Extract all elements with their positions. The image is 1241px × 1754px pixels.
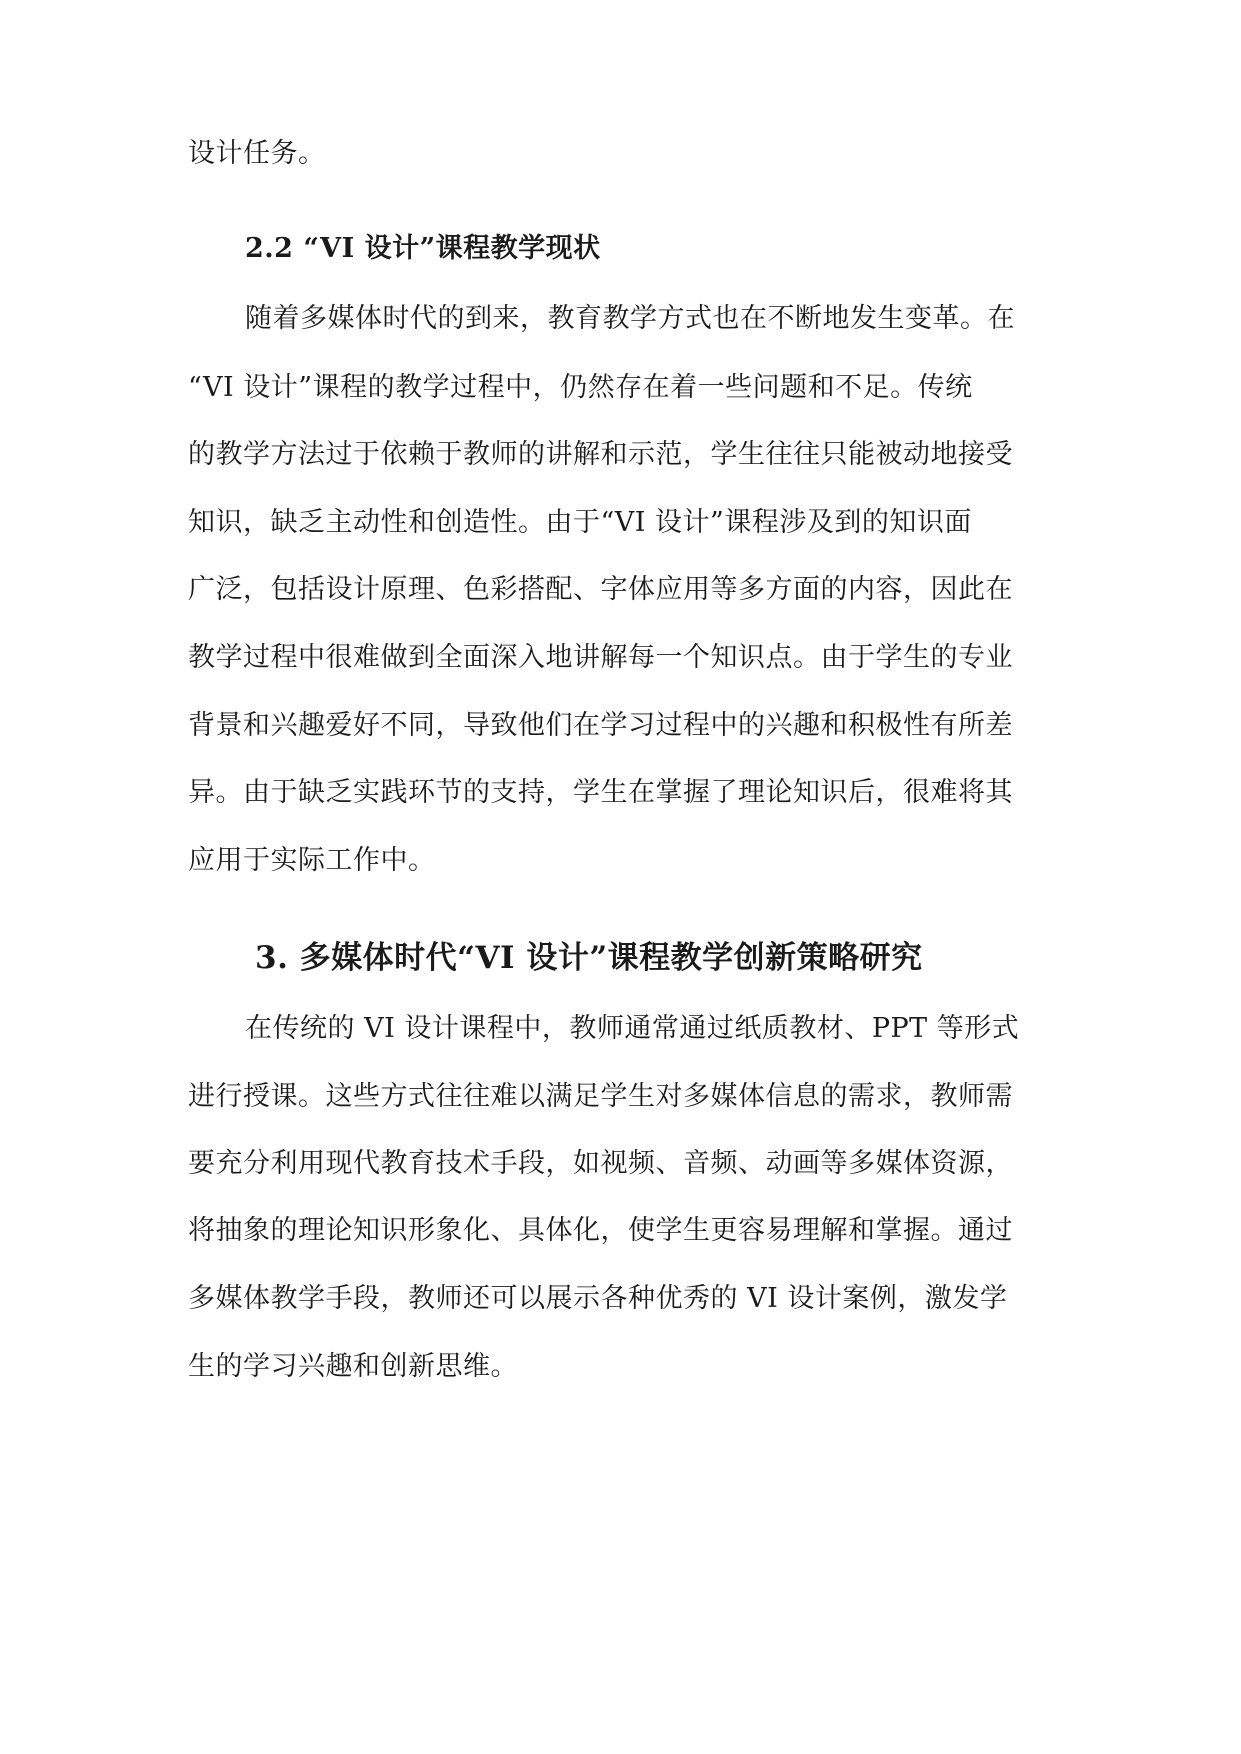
paragraph-line: 进行授课。这些方式往往难以满足学生对多媒体信息的需求，教师需 bbox=[188, 1081, 1013, 1112]
section-heading-3: 3. 多媒体时代“VI 设计”课程教学创新策略研究 bbox=[255, 940, 923, 976]
paragraph-line: 多媒体教学手段，教师还可以展示各种优秀的 VI 设计案例，激发学 bbox=[188, 1283, 1008, 1314]
paragraph-line: 知识，缺乏主动性和创造性。由于“VI 设计”课程涉及到的知识面 bbox=[188, 507, 972, 538]
paragraph-tail: 设计任务。 bbox=[188, 138, 326, 169]
paragraph-line: 广泛，包括设计原理、色彩搭配、字体应用等多方面的内容，因此在 bbox=[188, 574, 1013, 605]
paragraph-line: 背景和兴趣爱好不同，导致他们在学习过程中的兴趣和积极性有所差 bbox=[188, 710, 1013, 741]
paragraph-line: 生的学习兴趣和创新思维。 bbox=[188, 1351, 518, 1382]
paragraph-line: 的教学方法过于依赖于教师的讲解和示范，学生往往只能被动地接受 bbox=[188, 439, 1013, 470]
paragraph-line: 将抽象的理论知识形象化、具体化，使学生更容易理解和掌握。通过 bbox=[188, 1215, 1013, 1246]
paragraph-line: 教学过程中很难做到全面深入地讲解每一个知识点。由于学生的专业 bbox=[188, 642, 1013, 673]
paragraph-line: 异。由于缺乏实践环节的支持，学生在掌握了理论知识后，很难将其 bbox=[188, 777, 1013, 808]
paragraph-line: “VI 设计”课程的教学过程中，仍然存在着一些问题和不足。传统 bbox=[188, 372, 973, 403]
section-heading-2-2: 2.2 “VI 设计”课程教学现状 bbox=[245, 233, 601, 264]
paragraph-line: 要充分利用现代教育技术手段，如视频、音频、动画等多媒体资源， bbox=[188, 1148, 1013, 1179]
paragraph-line: 应用于实际工作中。 bbox=[188, 845, 436, 876]
paragraph-line: 在传统的 VI 设计课程中，教师通常通过纸质教材、PPT 等形式 bbox=[245, 1013, 1020, 1044]
paragraph-line: 随着多媒体时代的到来，教育教学方式也在不断地发生变革。在 bbox=[245, 303, 1015, 334]
